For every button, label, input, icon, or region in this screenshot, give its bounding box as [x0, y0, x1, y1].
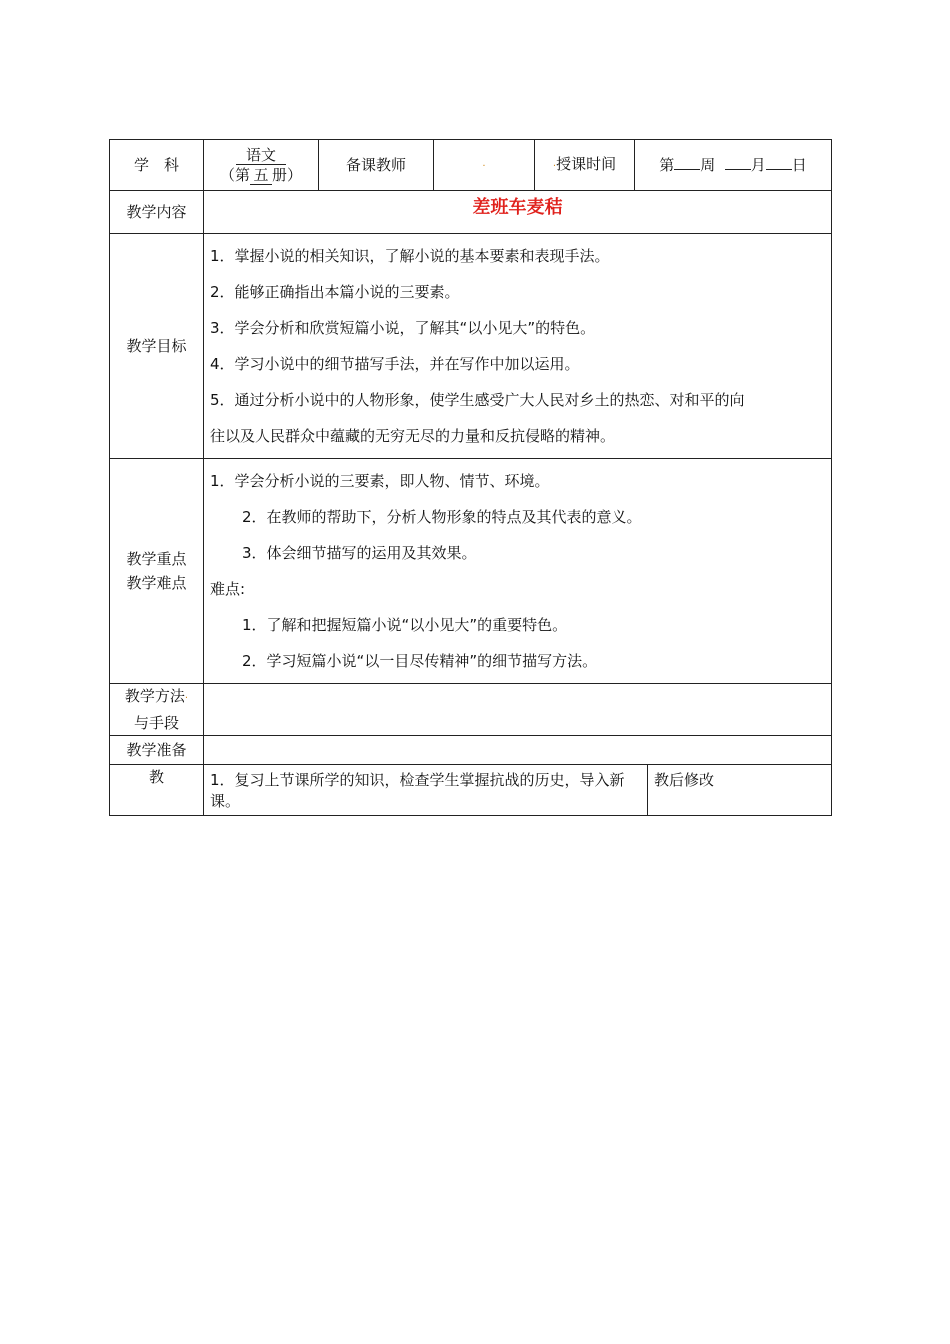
- objectives-list: [204, 234, 832, 459]
- time-label-cell: [535, 140, 635, 191]
- mark-dot: ·: [184, 693, 189, 704]
- preparation-label: 教学准备: [110, 736, 204, 765]
- time-label: 授课时间: [556, 154, 617, 173]
- difficulty-item: 2．学习短篇小说“以一目尽传精神”的细节描写方法。: [242, 652, 598, 670]
- objective-item: 2．能够正确指出本篇小说的三要素。: [210, 283, 460, 301]
- objective-item: 3．学会分析和欣赏短篇小说，了解其“以小见大”的特色。: [210, 319, 596, 337]
- methods-label-line2: 与手段: [133, 714, 179, 732]
- difficulty-heading: 难点:: [210, 580, 246, 598]
- objective-item: 5．通过分析小说中的人物形象，使学生感受广大人民对乡土的热恋、对和平的向: [210, 391, 745, 409]
- volume-number: 五: [250, 166, 272, 185]
- header-row: [110, 140, 832, 191]
- revision-label: 教后修改: [648, 765, 832, 816]
- volume-prefix: （第: [219, 166, 250, 184]
- lesson-title: 差班车麦秸: [204, 191, 832, 234]
- preparation-value[interactable]: [204, 736, 832, 765]
- difficulty-item: 1．了解和把握短篇小说“以小见大”的重要特色。: [242, 616, 568, 634]
- subject-cell: [204, 140, 319, 191]
- process-row: [110, 765, 832, 816]
- key-point-item: 2．在教师的帮助下，分析人物形象的特点及其代表的意义。: [242, 508, 642, 526]
- objective-item: 4．学习小说中的细节描写手法，并在写作中加以运用。: [210, 355, 580, 373]
- methods-label-line1: 教学方法·: [124, 687, 189, 705]
- process-label: 教: [110, 765, 204, 816]
- date-cell: [635, 140, 832, 191]
- mark-dot: ·: [552, 160, 557, 172]
- subject-value: 语文: [236, 146, 286, 165]
- date-week-prefix: 第: [659, 156, 675, 174]
- content-label: 教学内容: [110, 191, 204, 234]
- methods-row: [110, 684, 832, 736]
- objective-item: 1．掌握小说的相关知识，了解小说的基本要素和表现手法。: [210, 247, 610, 265]
- date-month-suffix: 月: [750, 156, 766, 174]
- key-points-list: [204, 459, 832, 684]
- objectives-row: [110, 234, 832, 459]
- methods-value[interactable]: [204, 684, 832, 736]
- subject-label: 学 科: [110, 140, 204, 191]
- date-month-blank[interactable]: [725, 169, 751, 170]
- process-step: 1．复习上节课所学的知识，检查学生掌握抗战的历史，导入新课。: [204, 765, 648, 816]
- lesson-plan-table: [109, 139, 832, 816]
- preparation-row: [110, 736, 832, 765]
- volume-suffix: 册）: [272, 166, 303, 184]
- objectives-label: 教学目标: [110, 234, 204, 459]
- key-point-item: 3．体会细节描写的运用及其效果。: [242, 544, 477, 562]
- date-week-suffix: 周: [700, 156, 716, 174]
- teacher-value: [434, 140, 535, 191]
- methods-label: [110, 684, 204, 736]
- date-day-blank[interactable]: [766, 169, 792, 170]
- date-day-suffix: 日: [791, 156, 807, 174]
- mark-dot: ·: [482, 160, 486, 172]
- key-points-label-line1: 教学重点: [126, 550, 187, 568]
- key-points-label-line2: 教学难点: [126, 574, 187, 592]
- key-point-item: 1．学会分析小说的三要素，即人物、情节、环境。: [210, 472, 550, 490]
- content-row: [110, 191, 832, 234]
- key-points-label: [110, 459, 204, 684]
- objective-item: 往以及人民群众中蕴藏的无穷无尽的力量和反抗侵略的精神。: [210, 427, 616, 445]
- key-points-row: [110, 459, 832, 684]
- teacher-label: 备课教师: [319, 140, 434, 191]
- date-week-blank[interactable]: [674, 169, 700, 170]
